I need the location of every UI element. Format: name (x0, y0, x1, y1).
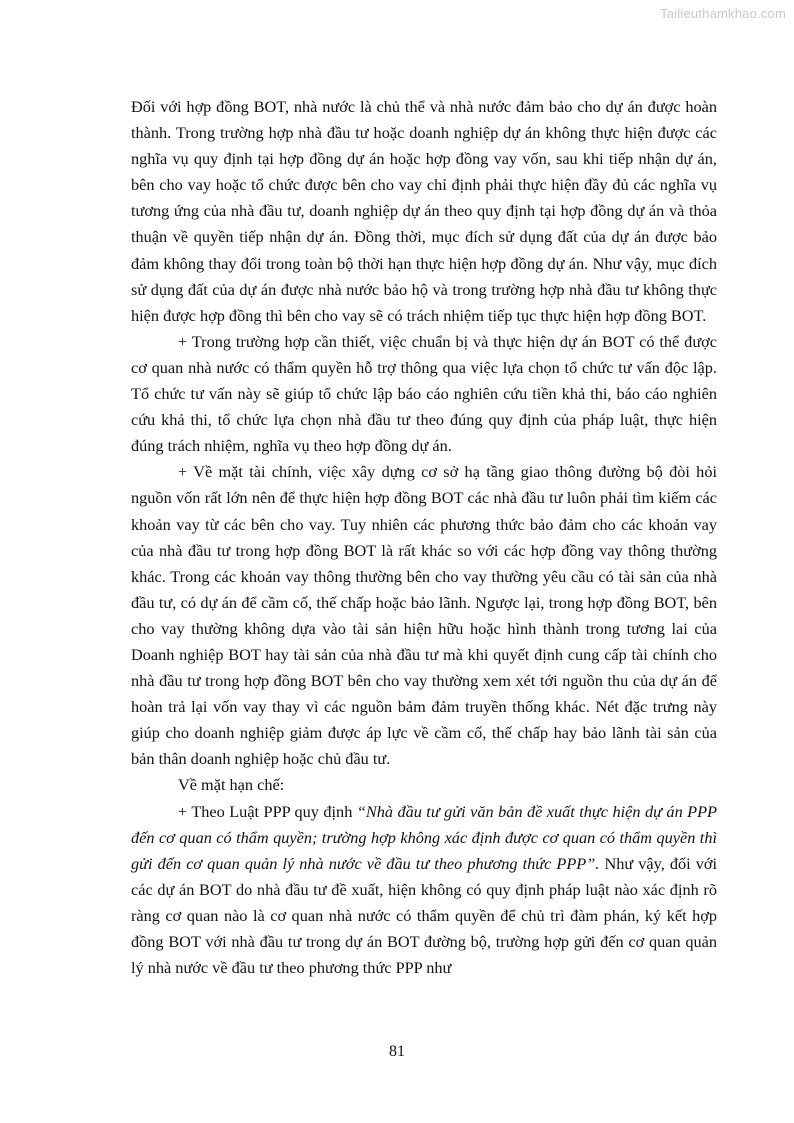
paragraph-financial-aspect: + Về mặt tài chính, việc xây dựng cơ sở hạ tầng giao thông đường bộ đòi hỏi nguồn vốn rất lớn nên để thực hiện hợp đồng BOT các nhà đầu tư luôn phải tìm kiếm các khoản vay từ các bên cho vay. Tuy nhiên các phương thức bảo đảm cho các khoản vay của nhà đầu tư trong hợp đồng BOT là rất khác so với các hợp đồng vay thông thường khác. Trong các khoản vay thông thường bên cho vay thường yêu cầu có tài sản của nhà đầu tư, có dự án để cầm cố, thế chấp hoặc bảo lãnh. Ngược lại, trong hợp đồng BOT, bên cho vay thường không dựa vào tài sản hiện hữu hoặc hình thành trong tương lai của Doanh nghiệp BOT hay tài sản của nhà đầu tư mà khi quyết định cung cấp tài chính cho nhà đầu tư trong hợp đồng BOT bên cho vay thường xem xét tới nguồn thu của dự án để hoàn trả lại vốn vay thay vì các nguồn bảm đảm truyền thống khác. Nét đặc trưng này giúp cho doanh nghiệp giảm được áp lực về cầm cố, thế chấp hay bảo lãnh tài sản của bản thân doanh nghiệp hoặc chủ đầu tư. (131, 462, 717, 769)
ppp-law-quote: “Nhà đầu tư gửi văn bản đề xuất thực hiện dự án PPP đến cơ quan có thẩm quyền; trường hợp không xác định được cơ quan có thẩm quyền thì gửi đến cơ quan quản lý nhà nước về đầu tư theo phương thức PPP”. (131, 801, 717, 873)
paragraph-limitations-heading: Về mặt hạn chế: (178, 775, 285, 795)
paragraph-consultant-support: + Trong trường hợp cần thiết, việc chuẩn bị và thực hiện dự án BOT có thể được cơ quan nhà nước có thẩm quyền hỗ trợ thông qua việc lựa chọn tổ chức tư vấn độc lập. Tổ chức tư vấn này sẽ giúp tổ chức lập báo cáo nghiên cứu tiền khả thi, báo cáo nghiên cứu khả thi, tổ chức lựa chọn nhà đầu tư theo đúng quy định của pháp luật, thực hiện đúng trách nhiệm, nghĩa vụ theo hợp đồng dự án. (131, 331, 717, 456)
watermark: Tailieuthamkhao.com (660, 6, 786, 21)
ppp-law-lead: + Theo Luật PPP quy định (178, 801, 357, 821)
paragraph-bot-state-guarantee: Đối với hợp đồng BOT, nhà nước là chủ thể và nhà nước đảm bảo cho dự án được hoàn thành. Trong trường hợp nhà đầu tư hoặc doanh nghiệp dự án không thực hiện được các nghĩa vụ quy định tại hợp đồng dự án hoặc hợp đồng vay vốn, sau khi tiếp nhận dự án, bên cho vay hoặc tổ chức được bên cho vay chỉ định phải thực hiện đầy đủ các nghĩa vụ tương ứng của nhà đầu tư, doanh nghiệp dự án theo quy định tại hợp đồng dự án và thỏa thuận về quyền tiếp nhận dự án. Đồng thời, mục đích sử dụng đất của dự án được bảo đảm không thay đổi trong toàn bộ thời hạn thực hiện hợp đồng dự án. Như vậy, mục đích sử dụng đất của dự án được nhà nước bảo hộ và trong trường hợp nhà đầu tư không thực hiện được hợp đồng thì bên cho vay sẽ có trách nhiệm tiếp tục thực hiện hợp đồng BOT. (131, 97, 717, 325)
document-body (131, 94, 717, 981)
ppp-law-rest: Như vậy, đối với các dự án BOT do nhà đầu tư đề xuất, hiện không có quy định pháp luật nào xác định rõ ràng cơ quan nào là cơ quan nhà nước có thẩm quyền để chủ trì đàm phán, ký kết hợp đồng BOT với nhà đầu tư trong dự án BOT đường bộ, trường hợp gửi đến cơ quan quản lý nhà nước về đầu tư theo phương thức PPP như (131, 853, 718, 978)
page-number: 81 (389, 1043, 405, 1060)
paragraph-ppp-law (131, 799, 717, 982)
